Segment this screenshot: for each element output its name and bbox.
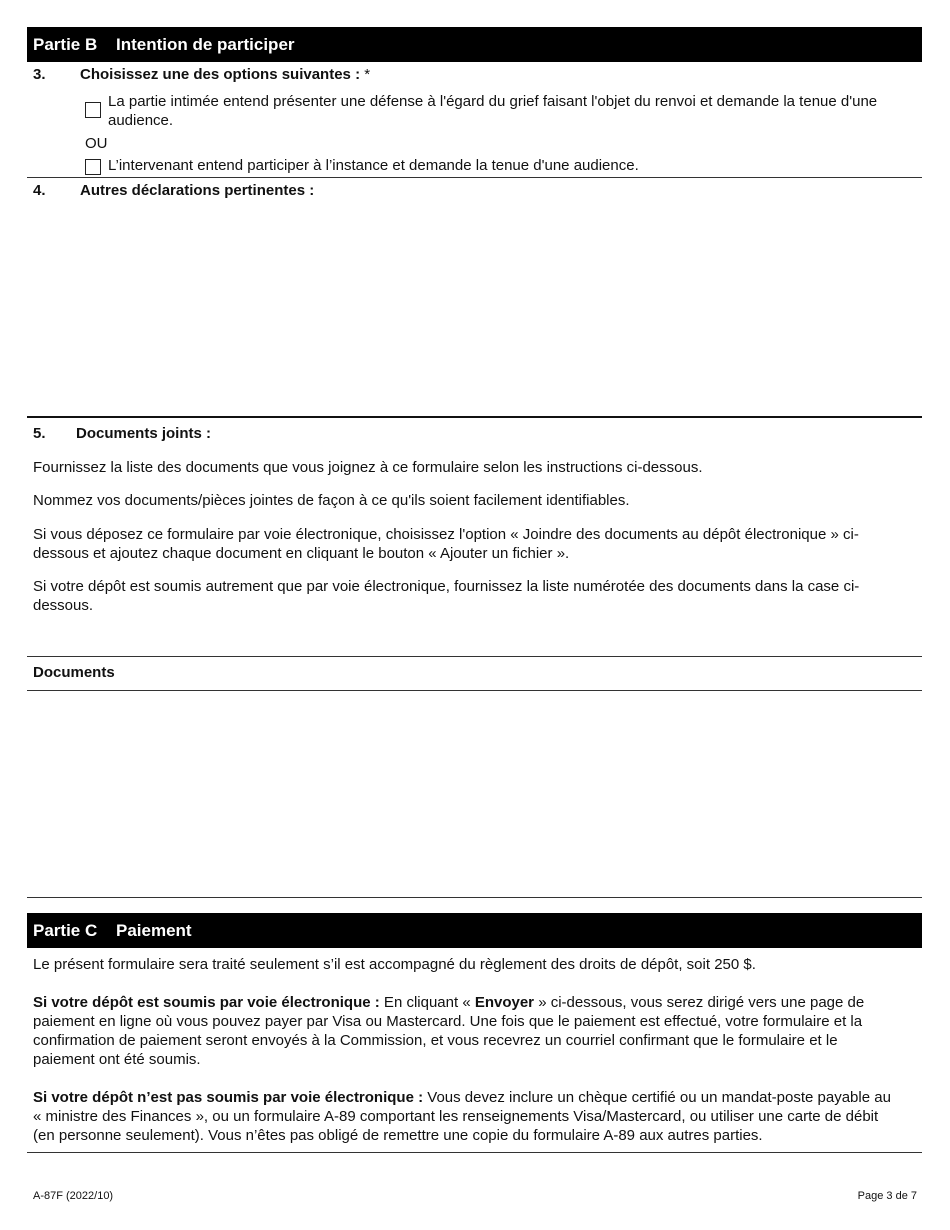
payment-electronic-text-1: En cliquant « (379, 994, 475, 1011)
payment-intro: Le présent formulaire sera traité seulement s’il est accompagné du règlement des droits de dépôt, soit 250 $. (33, 956, 756, 973)
divider (27, 897, 922, 898)
divider (27, 416, 922, 418)
divider (27, 177, 922, 178)
q5-label: Documents joints : (76, 425, 212, 442)
part-b-header (27, 27, 922, 62)
documents-label: Documents (33, 664, 115, 681)
q3-label: Choisissez une des options suivantes : (80, 66, 361, 83)
payment-electronic-text-2: » ci-dessous, vous serez dirigé vers une page de paiement en ligne où vous pouvez payer par Visa ou Mastercard. Une fois que le paiement est effectué, votre formulaire et la confirmation de paiement seront envoyés à la Commission, et vous recevrez un courriel confirmant que le formulaire et le paiement ont été soumis. (33, 994, 865, 1068)
other-statements-field[interactable] (27, 202, 922, 414)
option-defense-label: La partie intimée entend présenter une défense à l'égard du grief faisant l'objet du renvoi et demande la tenue d'une audience. (108, 93, 878, 129)
or-separator: OU (85, 135, 108, 152)
option-intervener-label: L’intervenant entend participer à l’instance et demande la tenue d'une audience. (108, 157, 639, 174)
documents-instruction-4: Si votre dépôt est soumis autrement que par voie électronique, fournissez la liste numérotée des documents dans la case ci-dessous. (33, 578, 860, 614)
payment-electronic-heading: Si votre dépôt est soumis par voie électronique : (33, 994, 380, 1011)
q3-required-mark: * (364, 66, 371, 83)
form-code: A-87F (2022/10) (33, 1190, 114, 1202)
q3-number: 3. (33, 66, 46, 83)
part-c-title: Paiement (116, 920, 192, 940)
part-c-label: Partie C (33, 920, 98, 940)
q4-label: Autres déclarations pertinentes : (80, 182, 315, 199)
payment-non-electronic-heading: Si votre dépôt n’est pas soumis par voie électronique : (33, 1089, 424, 1106)
payment-non-electronic-text: Vous devez inclure un chèque certifié ou un mandat-poste payable au « ministre des Finances », ou un formulaire A-89 comportant les renseignements Visa/Mastercard, ou utiliser une carte de débit (en personne seulement). Vous n’êtes pas obligé de remettre une copie du formulaire A-89 aux autres parties. (33, 1089, 891, 1144)
q3-heading (80, 66, 370, 83)
payment-electronic-paragraph (33, 993, 903, 1069)
documents-instruction-2: Nommez vos documents/pièces jointes de façon à ce qu'ils soient facilement identifiables. (33, 492, 630, 509)
part-b-label: Partie B (33, 34, 98, 54)
documents-instruction-3: Si vous déposez ce formulaire par voie électronique, choisissez l'option « Joindre des documents au dépôt électronique » ci-dessous et ajoutez chaque document en cliquant le bouton « Ajouter un fichier ». (33, 526, 859, 562)
payment-non-electronic-paragraph (33, 1088, 903, 1145)
documents-instruction-1: Fournissez la liste des documents que vous joignez à ce formulaire selon les instructions ci-dessous. (33, 459, 703, 476)
option-intervener-checkbox[interactable] (85, 159, 101, 175)
documents-list-field[interactable] (27, 692, 922, 896)
q5-number: 5. (33, 425, 46, 442)
option-defense-checkbox[interactable] (85, 102, 101, 118)
divider (27, 656, 922, 657)
q4-number: 4. (33, 182, 46, 199)
part-c-header (27, 913, 922, 948)
divider (27, 690, 922, 691)
page-number: Page 3 de 7 (857, 1190, 917, 1202)
submit-word: Envoyer (474, 994, 535, 1011)
divider (27, 1152, 922, 1153)
part-b-title: Intention de participer (116, 34, 295, 54)
